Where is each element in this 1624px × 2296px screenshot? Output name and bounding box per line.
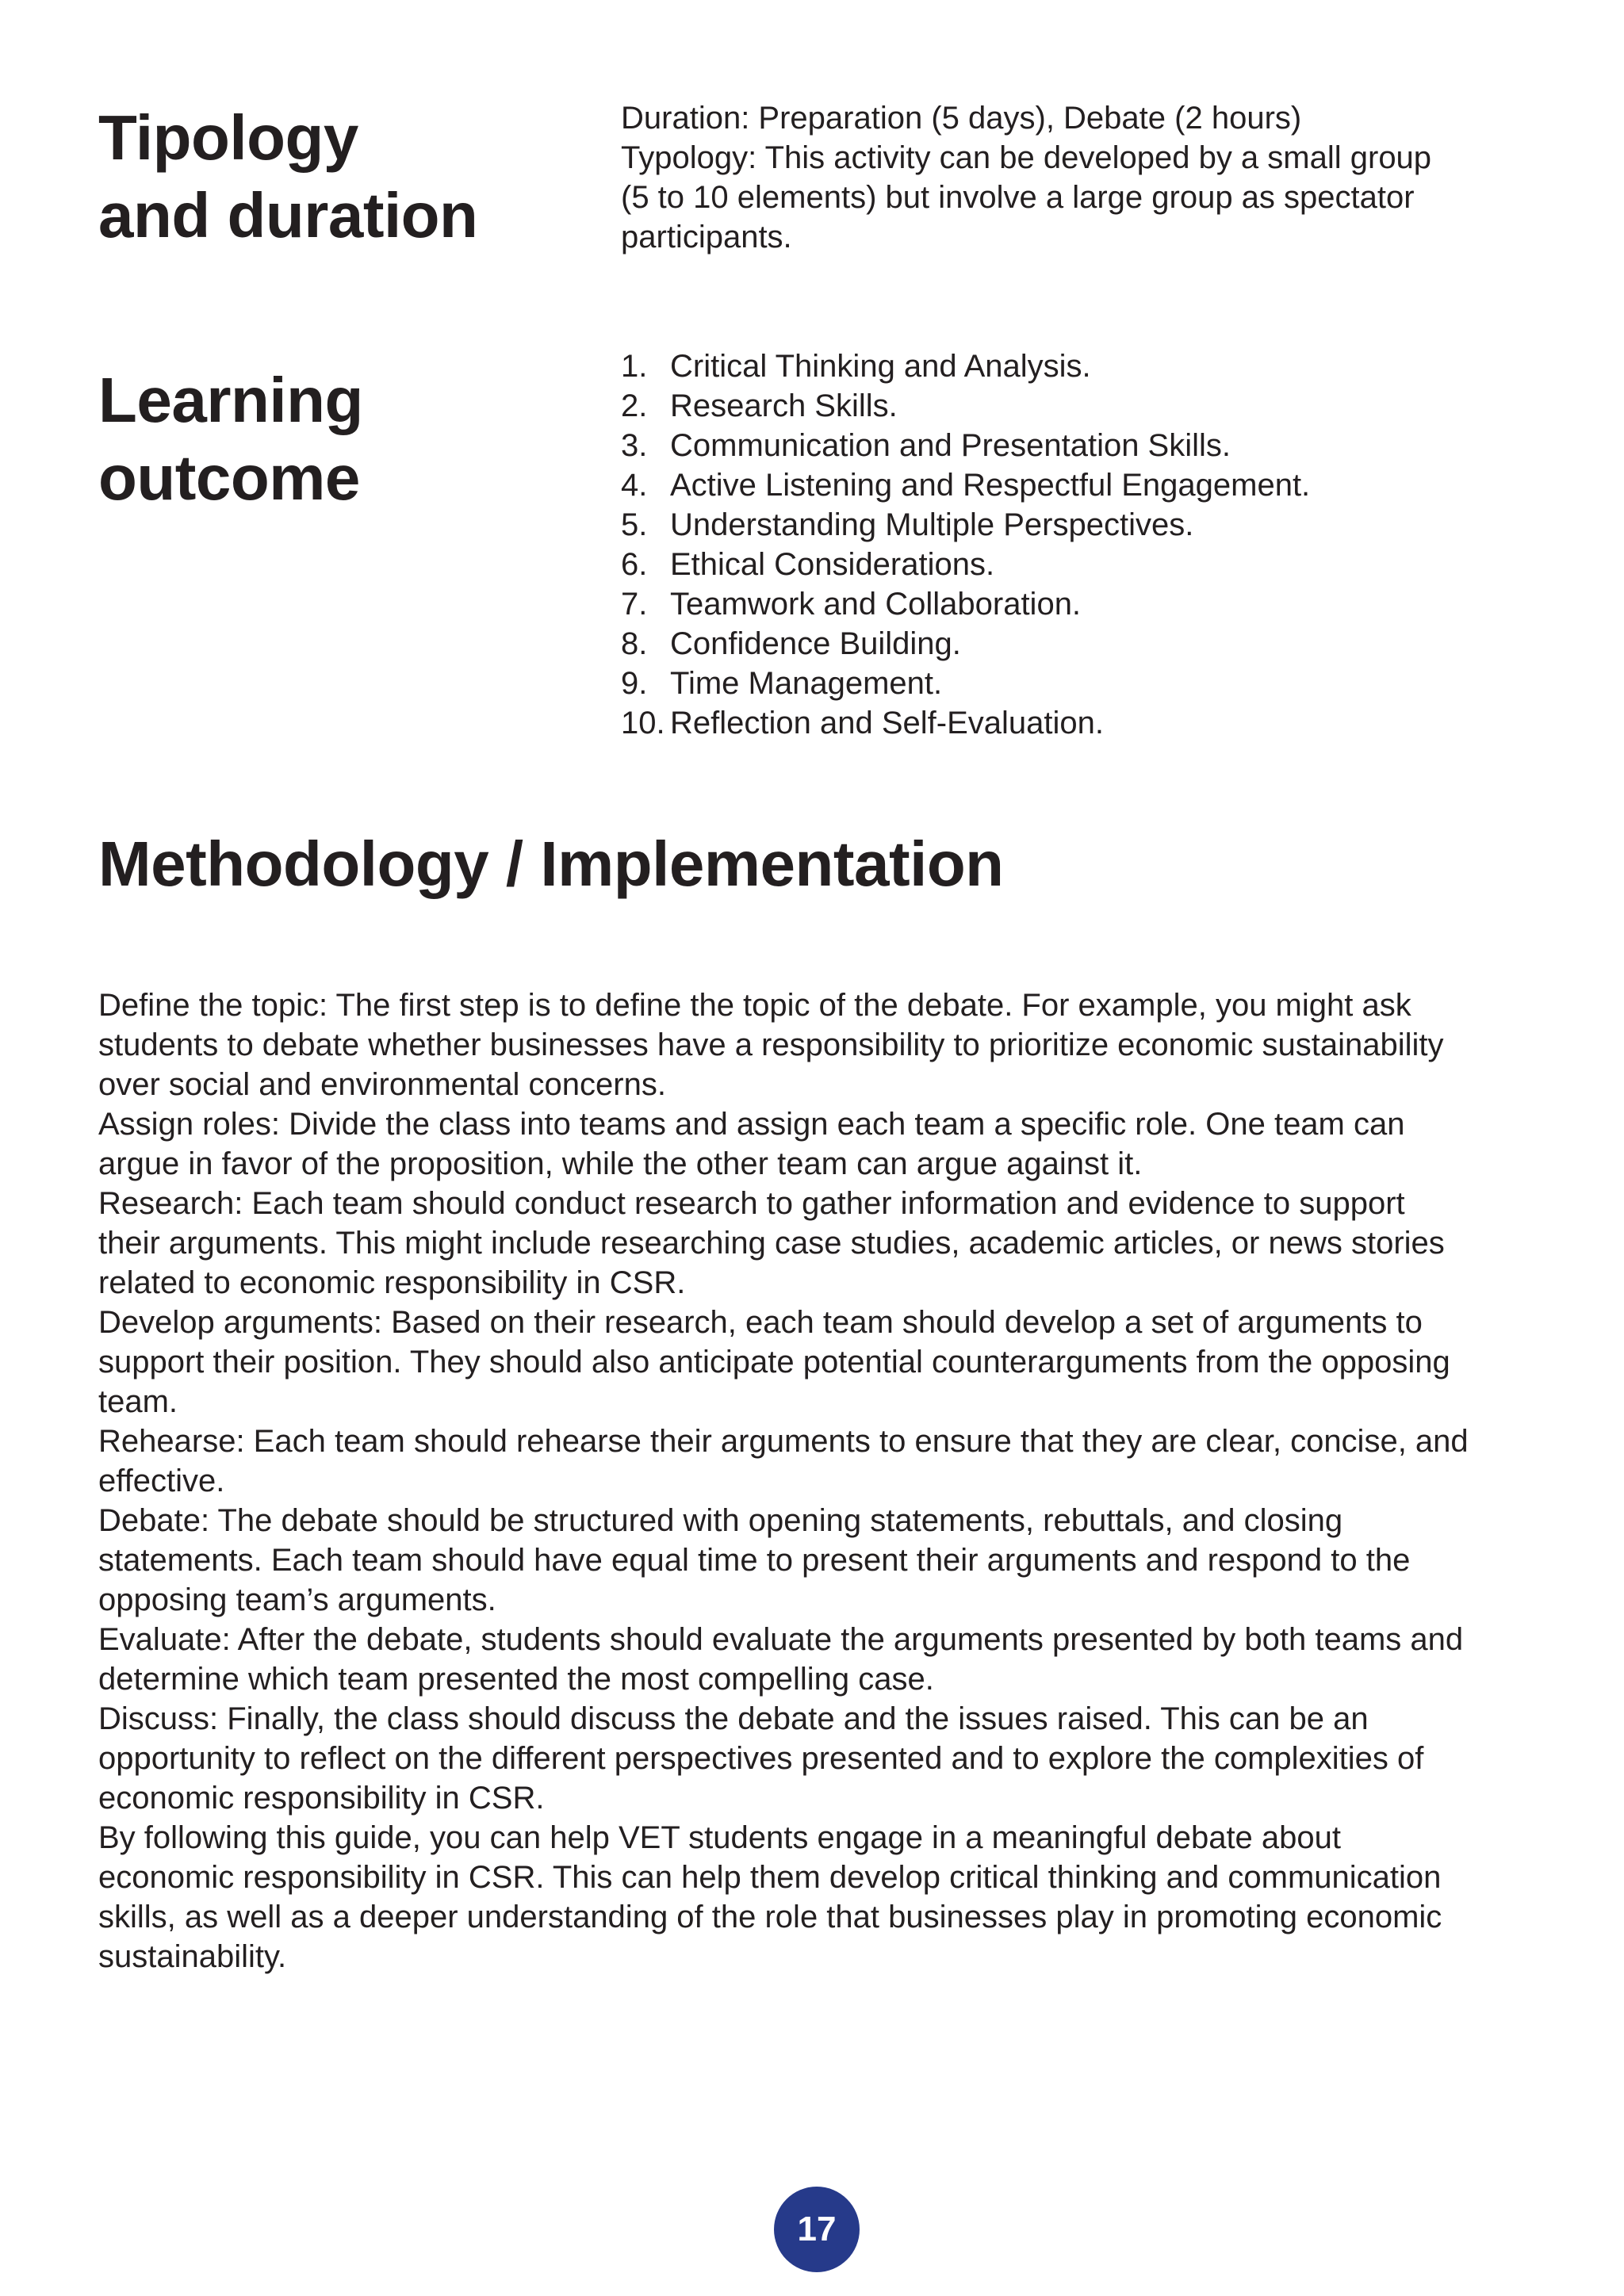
- list-number: 2.: [621, 388, 648, 423]
- methodology-line: economic responsibility in CSR.: [98, 1781, 545, 1816]
- learning-heading: [98, 362, 363, 517]
- list-text: Teamwork and Collaboration.: [670, 587, 1082, 622]
- learning-heading-line2: outcome: [98, 442, 360, 513]
- list-item: [621, 465, 1557, 505]
- list-number: 6.: [621, 547, 648, 582]
- typology-line: (5 to 10 elements) but involve a large group as spectator: [621, 180, 1415, 215]
- list-text: Critical Thinking and Analysis.: [670, 349, 1091, 384]
- learning-outcome-list-container: [621, 346, 1557, 743]
- learning-heading-line1: Learning: [98, 365, 363, 435]
- methodology-line: related to economic responsibility in CSR.: [98, 1265, 686, 1300]
- list-item: [621, 505, 1557, 545]
- typology-line: Typology: This activity can be developed by a small group: [621, 140, 1432, 175]
- methodology-line: Research: Each team should conduct research to gather information and evidence to support: [98, 1186, 1405, 1221]
- methodology-line: team.: [98, 1384, 178, 1419]
- list-item: [621, 346, 1557, 386]
- methodology-line: skills, as well as a deeper understanding of the role that businesses play in promoting economic: [98, 1900, 1442, 1934]
- methodology-line: opposing team’s arguments.: [98, 1582, 496, 1617]
- methodology-line: students to debate whether businesses have a responsibility to prioritize economic sustainability: [98, 1027, 1444, 1062]
- list-number: 1.: [621, 349, 648, 384]
- list-text: Active Listening and Respectful Engagement.: [670, 468, 1311, 503]
- list-item: [621, 624, 1557, 664]
- methodology-line: their arguments. This might include researching case studies, academic articles, or news stories: [98, 1226, 1445, 1261]
- list-number: 4.: [621, 468, 648, 503]
- list-number: 8.: [621, 626, 648, 661]
- typology-line: Duration: Preparation (5 days), Debate (2 hours): [621, 101, 1302, 136]
- methodology-line: Assign roles: Divide the class into teams and assign each team a specific role. One team can: [98, 1107, 1405, 1142]
- list-item: [621, 386, 1557, 426]
- learning-outcome-list: [621, 346, 1557, 743]
- methodology-line: support their position. They should also anticipate potential counterarguments from the opposing: [98, 1345, 1450, 1380]
- list-item: [621, 703, 1557, 743]
- list-item: [621, 664, 1557, 703]
- methodology-line: Develop arguments: Based on their research, each team should develop a set of arguments to: [98, 1305, 1423, 1340]
- list-text: Communication and Presentation Skills.: [670, 428, 1231, 463]
- typology-heading-line1: Tipology: [98, 102, 358, 173]
- typology-heading-line2: and duration: [98, 180, 478, 251]
- list-text: Research Skills.: [670, 388, 898, 423]
- methodology-body: [98, 985, 1549, 1976]
- typology-line: participants.: [621, 220, 792, 254]
- methodology-line: argue in favor of the proposition, while the other team can argue against it.: [98, 1146, 1143, 1181]
- list-number: 3.: [621, 428, 648, 463]
- methodology-line: Define the topic: The first step is to define the topic of the debate. For example, you might ask: [98, 988, 1411, 1023]
- methodology-line: sustainability.: [98, 1939, 287, 1974]
- methodology-line: effective.: [98, 1464, 225, 1498]
- methodology-line: over social and environmental concerns.: [98, 1067, 666, 1102]
- methodology-line: Debate: The debate should be structured with opening statements, rebuttals, and closing: [98, 1503, 1343, 1538]
- list-text: Understanding Multiple Perspectives.: [670, 507, 1194, 542]
- methodology-line: statements. Each team should have equal time to present their arguments and respond to the: [98, 1543, 1411, 1578]
- list-number: 9.: [621, 666, 648, 701]
- methodology-line: opportunity to reflect on the different perspectives presented and to explore the complexities of: [98, 1741, 1424, 1776]
- list-item: [621, 426, 1557, 465]
- methodology-line: Evaluate: After the debate, students should evaluate the arguments presented by both teams and: [98, 1622, 1464, 1657]
- list-text: Ethical Considerations.: [670, 547, 995, 582]
- methodology-line: Discuss: Finally, the class should discuss the debate and the issues raised. This can be an: [98, 1701, 1369, 1736]
- methodology-line: Rehearse: Each team should rehearse their arguments to ensure that they are clear, concise, and: [98, 1424, 1469, 1459]
- list-item: [621, 545, 1557, 584]
- list-text: Confidence Building.: [670, 626, 961, 661]
- methodology-line: By following this guide, you can help VET students engage in a meaningful debate about: [98, 1820, 1342, 1855]
- list-number: 7.: [621, 587, 648, 622]
- methodology-line: economic responsibility in CSR. This can help them develop critical thinking and communication: [98, 1860, 1442, 1895]
- methodology-line: determine which team presented the most compelling case.: [98, 1662, 934, 1697]
- list-number: 10.: [621, 706, 665, 740]
- list-number: 5.: [621, 507, 648, 542]
- page-number-badge: 17: [774, 2187, 860, 2272]
- typology-text: [621, 98, 1557, 257]
- list-item: [621, 584, 1557, 624]
- typology-heading: [98, 99, 477, 254]
- list-text: Reflection and Self-Evaluation.: [670, 706, 1104, 740]
- methodology-heading: Methodology / Implementation: [98, 828, 1004, 899]
- list-text: Time Management.: [670, 666, 943, 701]
